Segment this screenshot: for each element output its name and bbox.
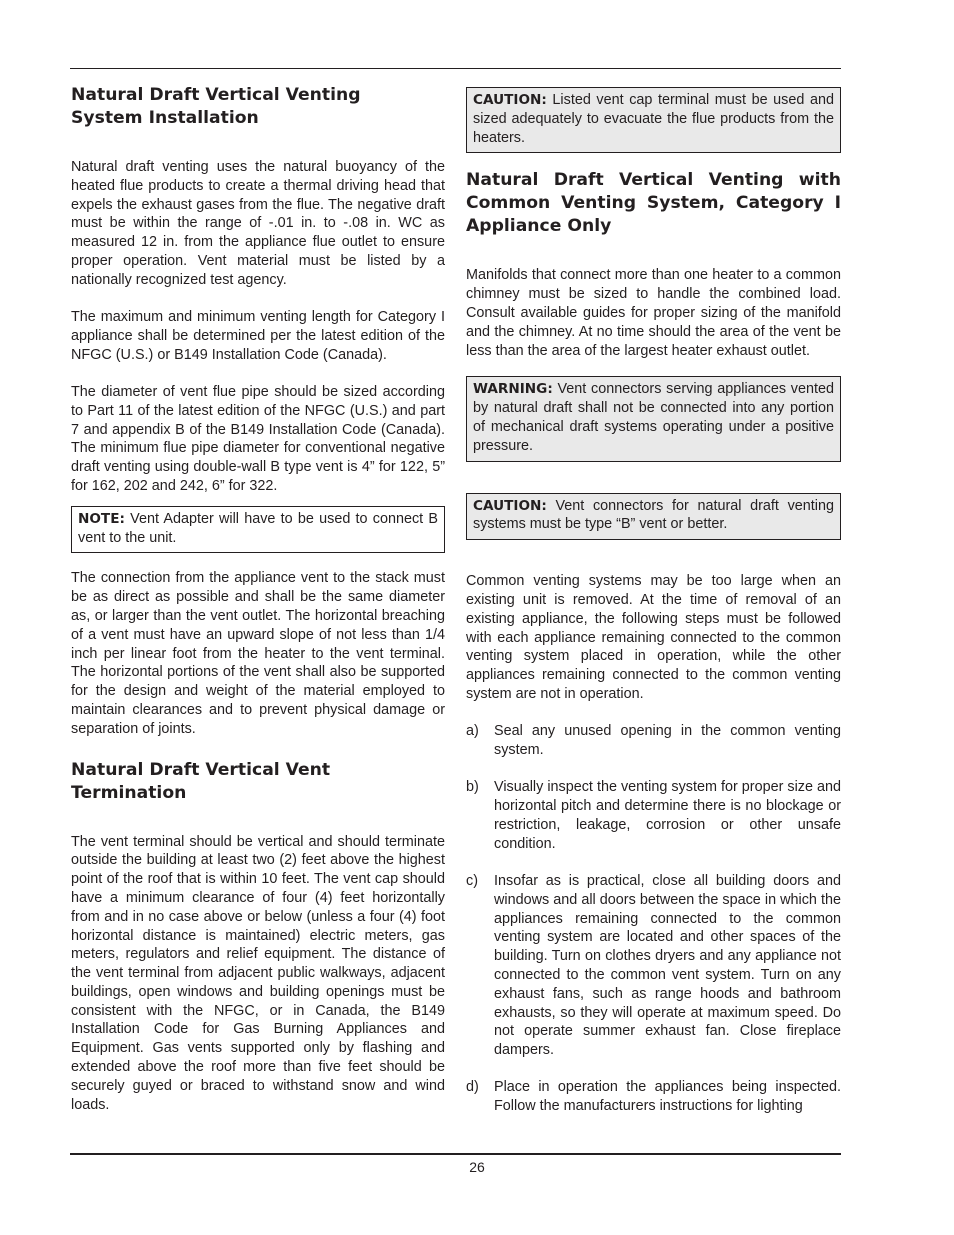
warning-label: WARNING:: [473, 381, 553, 398]
list-item: [466, 1078, 841, 1116]
step-marker: b): [466, 779, 479, 796]
header-rule: [70, 68, 841, 69]
caution-label-2: CAUTION:: [473, 497, 547, 514]
paragraph-venting-length: The maximum and minimum venting length for Category I appliance shall be determined per the latest edition of the NFGC (U.S.) or B149 Installation Code (Canada).: [71, 309, 445, 363]
list-item: [466, 872, 841, 1060]
step-marker: a): [466, 723, 479, 740]
paragraph-natural-draft: Natural draft venting uses the natural buoyancy of the heated flue products to create a thermal driving head that expels the exhaust gases from the flue. The negative draft must be within the range of -.01 in. to -.08 in. WC as measured 12 in. from the appliance flue outlet to ensure proper operation. Vent material must be listed by a nationally recognized test agency.: [71, 159, 445, 288]
page-number: 26: [469, 1159, 485, 1175]
step-text: Visually inspect the venting system for proper size and horizontal pitch and determine there is no blockage or restriction, leakage, corrosion or other unsafe condition.: [494, 779, 841, 852]
caution-text-2: Vent connectors for natural draft venting systems must be type “B” vent or better.: [473, 497, 834, 533]
step-marker: d): [466, 1079, 479, 1096]
step-text: Insofar as is practical, close all building doors and windows and all doors between the space in which the appliances remaining connected to the common venting system are located and other spaces of the building. Turn on clothes dryers and any appliance not connected to the common vent system. Turn on any exhaust fans, such as range hoods and bathroom exhausts, so they will operate at maximum speed. Do not operate summer exhaust fan. Close fireplace dampers.: [494, 873, 841, 1059]
caution-box-vent-cap: [466, 87, 841, 153]
step-marker: c): [466, 873, 478, 890]
warning-text: Vent connectors serving appliances vented by natural draft shall not be connected into any portion of mechanical draft systems operating under a positive pressure.: [473, 381, 834, 454]
paragraph-common-venting: Common venting systems may be too large when an existing unit is removed. At the time of removal of an existing appliance, the following steps must be followed with each appliance remaining connected to the common venting system placed in operation, while the other appliances remaining connected to the common venting system are not in operation.: [466, 573, 841, 702]
steps-list: [466, 722, 841, 1116]
note-label: NOTE:: [78, 510, 125, 527]
caution-box-b-vent: [466, 493, 841, 541]
paragraph-flue-diameter: The diameter of vent flue pipe should be sized according to Part 11 of the latest edition of the NFGC (U.S.) and part 7 and appendix B of the B149 Installation Code (Canada). The minimum flue pipe diameter for conventional negative draft venting using double-wall B type vent is 4” for 122, 5” for 162, 202 and 242, 6” for 322.: [71, 383, 445, 494]
list-item: [466, 778, 841, 853]
caution-label: CAUTION:: [473, 92, 547, 108]
heading-common-venting: Natural Draft Vertical Venting with Common Venting System, Category I Appliance Only: [466, 170, 841, 237]
caution-text: Listed vent cap terminal must be used and sized adequately to evacuate the flue products from the heaters.: [473, 92, 834, 146]
warning-box: [466, 376, 841, 461]
note-text: Vent Adapter will have to be used to connect B vent to the unit.: [78, 510, 438, 546]
list-item: [466, 722, 841, 760]
note-box: [71, 506, 445, 554]
paragraph-vent-terminal: The vent terminal should be vertical and should terminate outside the building at least two (2) feet above the highest point of the roof that is within 10 feet. The vent cap should have a minimum clearance of four (4) feet horizontally from and in no case above or below (unless a four (4) foot horizontal distance is maintained) electric meters, gas meters, regulators and relief equipment. The distance of the vent terminal from adjacent public walkways, adjacent buildings, open windows and building openings must be consistent with the NFGC, or in Canada, the B149 Installation Code for Gas Burning Appliances and Equipment. Gas vents supported only by flashing and extended above the roof more than five feet should be securely guyed or braced to withstand snow and wind loads.: [71, 833, 445, 1113]
heading-vent-termination: Natural Draft Vertical Vent Termination: [71, 759, 331, 803]
footer-rule: [70, 1153, 841, 1155]
right-column: [466, 84, 841, 1116]
left-column: [71, 84, 445, 1114]
step-text: Place in operation the appliances being inspected. Follow the manufacturers instructions for lighting: [494, 1079, 841, 1115]
paragraph-manifolds: Manifolds that connect more than one heater to a common chimney must be sized to handle the combined load. Consult available guides for proper sizing of the manifold and the chimney. At no time should the area of the vent be less than the area of the largest heater exhaust outlet.: [466, 267, 841, 359]
heading-vertical-venting-installation: Natural Draft Vertical Venting System Installation: [71, 85, 361, 128]
step-text: Seal any unused opening in the common venting system.: [494, 723, 841, 759]
paragraph-vent-connection: The connection from the appliance vent to the stack must be as direct as possible and shall be the same diameter as, or larger than the vent outlet. The horizontal breaching of a vent must have an upward slope of not less than 1/4 inch per linear foot from the heater to the vent terminal. The horizontal portions of the vent shall also be supported for the design and weight of the material employed to maintain clearances and to prevent physical damage or separation of joints.: [71, 570, 445, 737]
